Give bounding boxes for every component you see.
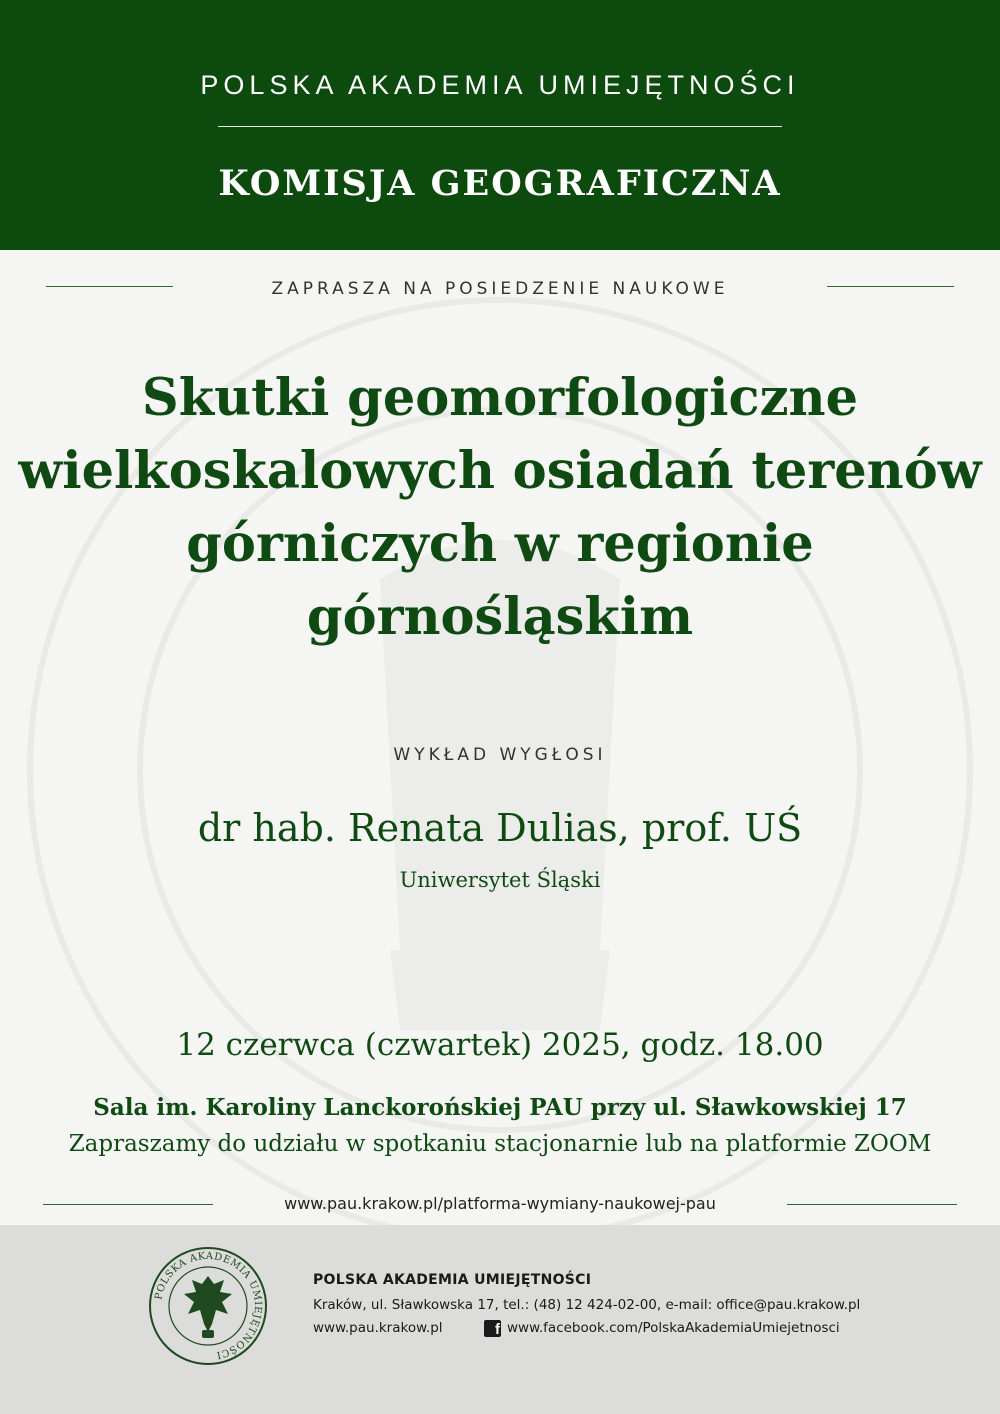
speaker-affiliation: Uniwersytet Śląski	[399, 868, 601, 892]
organization-name: POLSKA AKADEMIA UMIEJĘTNOŚCI	[200, 70, 800, 100]
commission-name: KOMISJA GEOGRAFICZNA	[218, 163, 782, 204]
event-date-time: 12 czerwca (czwartek) 2025, godz. 18.00	[176, 1027, 824, 1063]
facebook-icon: f	[484, 1320, 501, 1337]
seal-text: POLSKA AKADEMIA UMIEJĘTNOŚCI	[153, 1250, 264, 1361]
title-line: wielkoskalowych osiadań terenów	[18, 441, 982, 501]
footer-address: Kraków, ul. Sławkowska 17, tel.: (48) 12 424-02-00, e-mail: office@pau.krakow.pl	[313, 1297, 861, 1313]
title-line: górniczych w regionie	[186, 514, 814, 574]
speaker-intro: WYKŁAD WYGŁOSI	[393, 745, 607, 765]
attendance-info: Zapraszamy do udziału w spotkaniu stacjonarnie lub na platformie ZOOM	[68, 1131, 932, 1157]
event-venue: Sala im. Karoliny Lanckorońskiej PAU przy ul. Sławkowskiej 17	[93, 1094, 907, 1121]
speaker-name: dr hab. Renata Dulias, prof. UŚ	[197, 806, 803, 850]
footer-website[interactable]: www.pau.krakow.pl	[313, 1320, 443, 1336]
title-line: Skutki geomorfologiczne	[141, 368, 859, 428]
lecture-title	[0, 362, 1000, 654]
header-divider	[218, 126, 782, 127]
header-banner	[0, 0, 1000, 250]
url-rule-right	[787, 1204, 957, 1205]
pau-seal-logo	[148, 1246, 268, 1366]
footer-facebook-link[interactable]: www.facebook.com/PolskaAkademiaUmiejetnosci	[507, 1320, 840, 1336]
invitation-text: ZAPRASZA NA POSIEDZENIE NAUKOWE	[271, 279, 729, 299]
event-url: www.pau.krakow.pl/platforma-wymiany-naukowej-pau	[284, 1194, 716, 1213]
title-line: górnośląskim	[306, 587, 694, 647]
invitation-rule-right	[827, 286, 954, 287]
footer-organization: POLSKA AKADEMIA UMIEJĘTNOŚCI	[313, 1272, 592, 1288]
